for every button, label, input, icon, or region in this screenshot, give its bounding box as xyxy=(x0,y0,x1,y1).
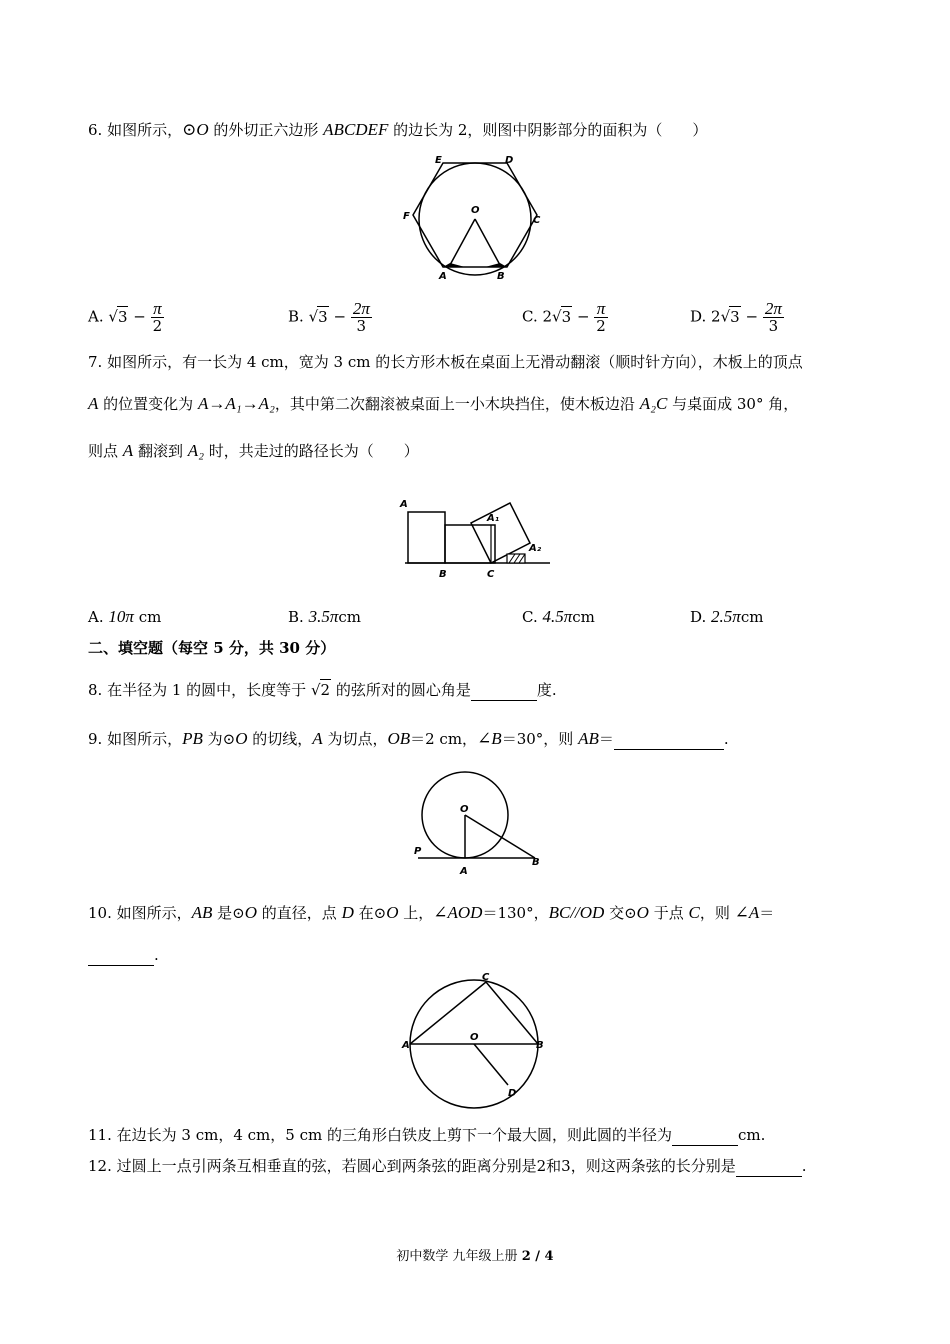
page-footer: 初中数学 九年级上册 2 / 4 xyxy=(396,1249,554,1264)
q6-option-c[interactable]: C. 2√3 − $\frac{\pi}{2}$ xyxy=(522,299,606,335)
q6-label-e: E xyxy=(435,155,442,166)
q10-label-d: D xyxy=(508,1088,517,1099)
q9-stem: 9. 如图所示，PB 为⊙O 的切线，A 为切点，OB＝2 cm，∠B＝30°，则 AB＝ . xyxy=(88,729,729,748)
q10-answer-blank[interactable] xyxy=(88,945,154,966)
q6-text: 的边长为 2，则图中阴影部分的面积为（ ） xyxy=(388,121,708,139)
q8-stem: 8. 在半径为 1 的圆中，长度等于 √2 的弦所对的圆心角是 度. xyxy=(88,681,557,699)
q12-stem: 12. 过圆上一点引两条互相垂直的弦，若圆心到两条弦的距离分别是2和3，则这两条弦的长分别是 . xyxy=(88,1157,807,1175)
q10-stem-line2: . xyxy=(88,945,159,966)
q6-label-b: B xyxy=(497,271,505,282)
q6-label-f: F xyxy=(403,211,410,222)
q6-hexagon-name: ABCDEF xyxy=(323,120,389,139)
q9-label-p: P xyxy=(414,846,422,857)
q10-label-o: O xyxy=(470,1032,479,1043)
q6-option-b[interactable]: B. √3 − $\frac{2\pi}{3}$ xyxy=(288,299,370,335)
q6-text: 6. 如图所示， xyxy=(88,121,183,139)
q9-tangent-figure xyxy=(410,770,550,880)
q7-label-a2: A₂ xyxy=(529,543,542,554)
q10-label-b: B xyxy=(536,1040,544,1051)
q7-option-d[interactable]: D. 2.5πcm xyxy=(690,607,764,626)
q6-label-d: D xyxy=(505,155,514,166)
q6-option-a[interactable]: A. √3 − $\frac{\pi}{2}$ xyxy=(88,299,163,335)
q11-stem: 11. 在边长为 3 cm，4 cm，5 cm 的三角形白铁皮上剪下一个最大圆，则此圆的半径为 cm. xyxy=(88,1126,766,1144)
q9-label-b: B xyxy=(532,857,540,868)
q8-answer-blank[interactable] xyxy=(471,680,537,701)
q9-answer-blank[interactable] xyxy=(614,729,724,750)
q6-circle: ⊙O xyxy=(182,120,209,139)
q7-stem-line2: A 的位置变化为 A→A₁→A₂，其中第二次翻滚被桌面上一小木块挡住，使木板边沿 A₂C 与桌面成 30° 角， xyxy=(88,394,799,413)
q9-label-o: O xyxy=(460,804,469,815)
q9-label-a: A xyxy=(460,866,468,877)
section-title: 二、填空题（每空 5 分，共 30 分） xyxy=(88,639,336,657)
q7-label-b: B xyxy=(439,569,447,580)
q10-circle-figure xyxy=(400,970,550,1100)
q7-board-figure xyxy=(395,495,555,585)
q7-option-b[interactable]: B. 3.5πcm xyxy=(288,607,361,626)
q12-answer-blank[interactable] xyxy=(736,1156,802,1177)
q6-label-o: O xyxy=(471,205,480,216)
q10-stem-line1: 10. 如图所示，AB 是⊙O 的直径，点 D 在⊙O 上，∠AOD＝130°，BC//OD 交⊙O 于点 C，则 ∠A＝ xyxy=(88,903,775,922)
q10-label-c: C xyxy=(482,972,490,983)
q7-option-c[interactable]: C. 4.5πcm xyxy=(522,607,595,626)
q6-hexagon-figure xyxy=(405,155,545,285)
q7-label-a: A xyxy=(400,499,408,510)
q7-label-c: C xyxy=(487,569,495,580)
q6-option-d[interactable]: D. 2√3 − $\frac{2\pi}{3}$ xyxy=(690,299,782,335)
q7-label-a1: A₁ xyxy=(487,513,500,524)
q7-option-a[interactable]: A. 10π cm xyxy=(88,607,162,626)
q6-label-c: C xyxy=(533,215,541,226)
q11-answer-blank[interactable] xyxy=(672,1125,738,1146)
q7-stem-line3: 则点 A 翻滚到 A₂ 时，共走过的路径长为（ ） xyxy=(88,441,419,460)
q6-label-a: A xyxy=(439,271,447,282)
q7-stem-line1: 7. 如图所示，有一长为 4 cm，宽为 3 cm 的长方形木板在桌面上无滑动翻滚（顺时针方向），木板上的顶点 xyxy=(88,353,803,371)
q6-stem xyxy=(88,120,707,140)
page-number: 2 / 4 xyxy=(521,1249,554,1264)
q10-label-a: A xyxy=(402,1040,410,1051)
q6-text: 的外切正六边形 xyxy=(208,121,324,139)
